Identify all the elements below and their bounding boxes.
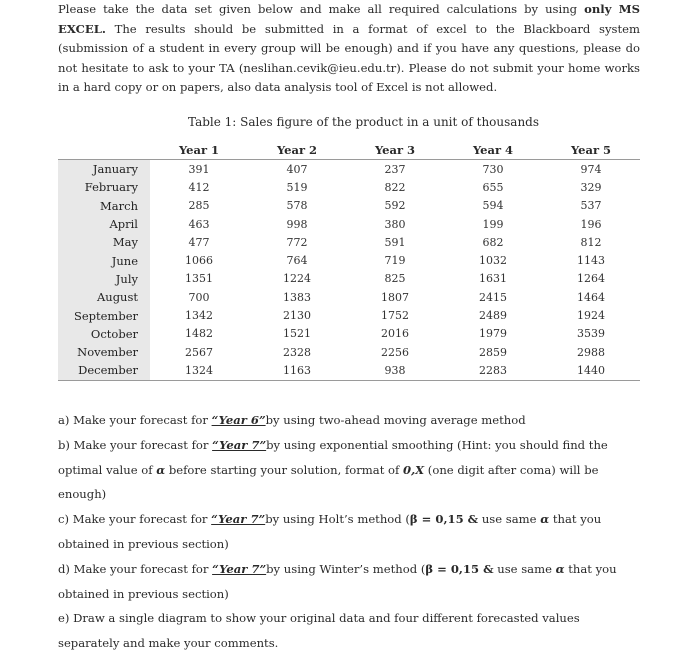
intro-bold-text: only MS EXCEL. bbox=[58, 2, 640, 36]
value-cell: 1482 bbox=[185, 327, 213, 341]
month-cell: June bbox=[58, 251, 150, 269]
value-cell: 1264 bbox=[577, 272, 605, 286]
value-cell: 412 bbox=[188, 180, 210, 194]
value-cell: 2130 bbox=[283, 309, 311, 323]
alpha-symbol: α bbox=[555, 561, 565, 576]
table-row bbox=[58, 197, 640, 215]
value-cell: 2016 bbox=[381, 327, 409, 341]
header-cell: Year 1 bbox=[150, 140, 248, 160]
table-row bbox=[58, 251, 640, 269]
table-row bbox=[58, 178, 640, 196]
value-cell: 825 bbox=[384, 272, 406, 286]
value-cell: 285 bbox=[188, 199, 210, 213]
alpha-symbol: α bbox=[540, 512, 550, 527]
value-cell: 407 bbox=[286, 162, 308, 176]
value-cell: 1440 bbox=[542, 361, 640, 380]
value-cell: 1752 bbox=[381, 309, 409, 323]
alpha-symbol: α bbox=[156, 462, 166, 477]
table-row bbox=[58, 215, 640, 233]
question-d: d) Make your forecast for “Year 7”by using Winter’s method (β = 0,15 & use same α that you obtained in previous section) bbox=[58, 561, 617, 601]
sales-table bbox=[58, 140, 640, 381]
value-cell: 463 bbox=[188, 217, 210, 231]
value-cell: 764 bbox=[286, 254, 308, 268]
value-cell: 682 bbox=[482, 235, 504, 249]
value-cell: 592 bbox=[384, 199, 406, 213]
value-cell: 1224 bbox=[283, 272, 311, 286]
value-cell: 938 bbox=[346, 361, 444, 380]
value-cell: 1464 bbox=[577, 290, 605, 304]
month-cell: March bbox=[58, 197, 150, 215]
value-cell: 591 bbox=[384, 235, 406, 249]
header-cell: Year 3 bbox=[346, 140, 444, 160]
table-row bbox=[58, 306, 640, 324]
value-cell: 1924 bbox=[577, 309, 605, 323]
value-cell: 1324 bbox=[150, 361, 248, 380]
table-row bbox=[58, 270, 640, 288]
value-cell: 1631 bbox=[479, 272, 507, 286]
value-cell: 2283 bbox=[444, 361, 542, 380]
month-cell: November bbox=[58, 343, 150, 361]
value-cell: 730 bbox=[482, 162, 504, 176]
intro-text-continued: The results should be submitted in a format of excel to the Blackboard system (submission of a student in every group will be enough) and if you have any questions, please do not hesitate to ask to your TA (neslihan.cevik@ieu.edu.tr). Please do not submit your home works in a hard copy or on papers, also data analysis tool of Excel is not allowed. bbox=[58, 21, 640, 94]
table-row bbox=[58, 160, 640, 179]
question-e: e) Draw a single diagram to show your original data and four different forecasted values separately and make your comments. bbox=[58, 611, 580, 651]
value-cell: 380 bbox=[384, 217, 406, 231]
table-row bbox=[58, 343, 640, 361]
value-cell: 391 bbox=[188, 162, 210, 176]
header-cell bbox=[58, 140, 150, 160]
month-cell: February bbox=[58, 178, 150, 196]
value-cell: 655 bbox=[482, 180, 504, 194]
table-body bbox=[58, 160, 640, 381]
month-cell: December bbox=[58, 361, 150, 380]
value-cell: 329 bbox=[580, 180, 602, 194]
value-cell: 199 bbox=[482, 217, 504, 231]
value-cell: 719 bbox=[384, 254, 406, 268]
question-c: c) Make your forecast for “Year 7”by using Holt’s method (β = 0,15 & use same α that you obtained in previous section) bbox=[58, 512, 602, 551]
value-cell: 537 bbox=[580, 199, 602, 213]
value-cell: 2328 bbox=[283, 345, 311, 359]
header-cell: Year 2 bbox=[248, 140, 346, 160]
month-cell: September bbox=[58, 306, 150, 324]
value-cell: 2988 bbox=[577, 345, 605, 359]
value-cell: 998 bbox=[286, 217, 308, 231]
value-cell: 2859 bbox=[479, 345, 507, 359]
instructions-paragraph bbox=[58, 0, 640, 98]
table-row bbox=[58, 233, 640, 251]
value-cell: 772 bbox=[286, 235, 308, 249]
value-cell: 2489 bbox=[479, 309, 507, 323]
month-cell: October bbox=[58, 325, 150, 343]
month-cell: July bbox=[58, 270, 150, 288]
value-cell: 1979 bbox=[479, 327, 507, 341]
value-cell: 196 bbox=[580, 217, 602, 231]
table-caption: Table 1: Sales figure of the product in a unit of thousands bbox=[188, 115, 540, 129]
table-header-row bbox=[58, 140, 640, 160]
value-cell: 700 bbox=[188, 290, 210, 304]
value-cell: 1521 bbox=[283, 327, 311, 341]
value-cell: 519 bbox=[286, 180, 308, 194]
value-cell: 1143 bbox=[577, 254, 605, 268]
value-cell: 1383 bbox=[283, 290, 311, 304]
month-cell: May bbox=[58, 233, 150, 251]
question-list bbox=[58, 408, 640, 656]
table-row bbox=[58, 361, 640, 380]
question-a: a) Make your forecast for “Year 6”by using two-ahead moving average method bbox=[58, 413, 526, 427]
value-cell: 1807 bbox=[381, 290, 409, 304]
value-cell: 1163 bbox=[248, 361, 346, 380]
month-cell: August bbox=[58, 288, 150, 306]
month-cell: January bbox=[58, 160, 150, 179]
value-cell: 477 bbox=[188, 235, 210, 249]
intro-text: Please take the data set given below and make all required calculations by using bbox=[58, 2, 585, 16]
value-cell: 822 bbox=[384, 180, 406, 194]
table-row bbox=[58, 325, 640, 343]
month-cell: April bbox=[58, 215, 150, 233]
table-row bbox=[58, 288, 640, 306]
value-cell: 2567 bbox=[185, 345, 213, 359]
value-cell: 812 bbox=[580, 235, 602, 249]
value-cell: 3539 bbox=[577, 327, 605, 341]
value-cell: 974 bbox=[580, 162, 602, 176]
value-cell: 1342 bbox=[185, 309, 213, 323]
header-cell: Year 4 bbox=[444, 140, 542, 160]
value-cell: 237 bbox=[384, 162, 406, 176]
value-cell: 2415 bbox=[479, 290, 507, 304]
value-cell: 594 bbox=[482, 199, 504, 213]
value-cell: 1351 bbox=[185, 272, 213, 286]
question-b: b) Make your forecast for “Year 7”by using exponential smoothing (Hint: you should find the optimal value of α before starting your solution, format of 0,X (one digit after coma) will be enough) bbox=[58, 437, 608, 502]
value-cell: 2256 bbox=[381, 345, 409, 359]
value-cell: 1066 bbox=[185, 254, 213, 268]
value-cell: 1032 bbox=[479, 254, 507, 268]
header-cell: Year 5 bbox=[542, 140, 640, 160]
value-cell: 578 bbox=[286, 199, 308, 213]
